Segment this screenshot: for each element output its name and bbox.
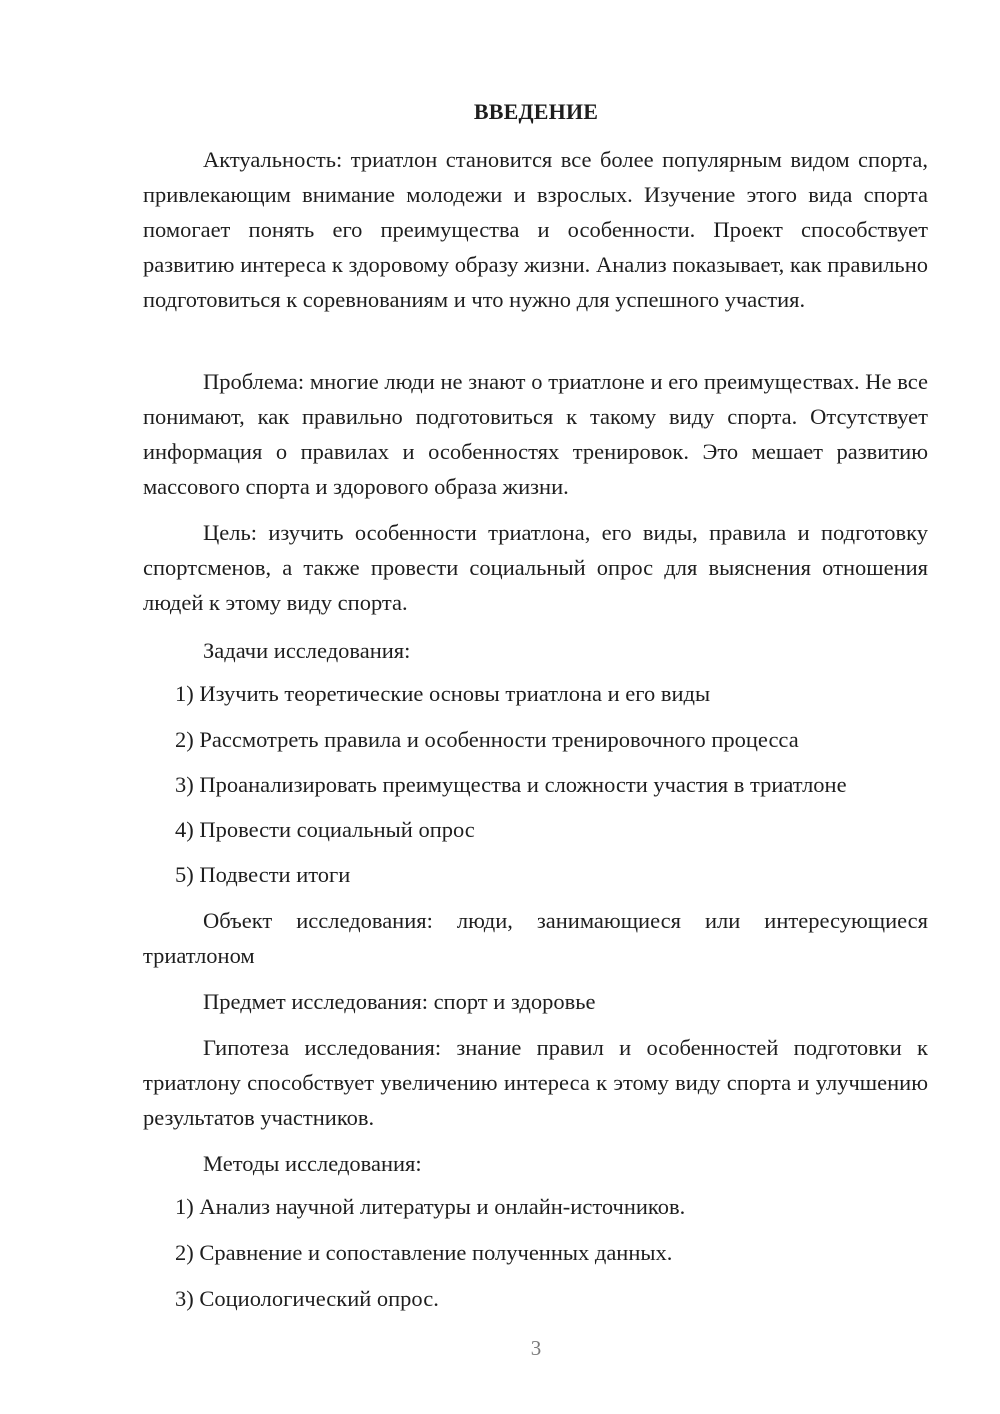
page-number: 3 xyxy=(530,1336,542,1360)
page-title: ВВЕДЕНИЕ xyxy=(473,99,599,124)
methods-heading: Методы исследования: xyxy=(203,1151,422,1176)
task-item: 2) Рассмотреть правила и особенности тренировочного процесса xyxy=(175,727,799,752)
problem-paragraph: Проблема: многие люди не знают о триатлоне и его преимуществах. Не все понимают, как правильно подготовиться к такому виду спорта. Отсутствует информация о правилах и особенностях тренировок. Это мешает развитию массового спорта и здорового образа жизни. xyxy=(143,369,928,499)
method-item: 3) Социологический опрос. xyxy=(175,1286,439,1311)
task-item: 3) Проанализировать преимущества и сложности участия в триатлоне xyxy=(175,772,847,797)
task-item: 1) Изучить теоретические основы триатлона и его виды xyxy=(175,681,711,706)
object-paragraph: Объект исследования: люди, занимающиеся или интересующиеся триатлоном xyxy=(143,908,928,968)
relevance-paragraph: Актуальность: триатлон становится все более популярным видом спорта, привлекающим внимание молодежи и взрослых. Изучение этого вида спорта помогает понять его преимущества и особенности. Проект способствует развитию интереса к здоровому образу жизни. Анализ показывает, как правильно подготовиться к соревнованиям и что нужно для успешного участия. xyxy=(143,147,928,312)
subject-paragraph: Предмет исследования: спорт и здоровье xyxy=(203,989,596,1014)
hypothesis-paragraph: Гипотеза исследования: знание правил и особенностей подготовки к триатлону способствует увеличению интереса к этому виду спорта и улучшению результатов участников. xyxy=(143,1035,928,1130)
tasks-heading: Задачи исследования: xyxy=(203,638,411,663)
task-item: 5) Подвести итоги xyxy=(175,862,351,887)
method-item: 2) Сравнение и сопоставление полученных данных. xyxy=(175,1240,673,1265)
task-item: 4) Провести социальный опрос xyxy=(175,817,475,842)
goal-paragraph: Цель: изучить особенности триатлона, его виды, правила и подготовку спортсменов, а также провести социальный опрос для выяснения отношения людей к этому виду спорта. xyxy=(143,520,928,615)
method-item: 1) Анализ научной литературы и онлайн-источников. xyxy=(175,1194,686,1219)
